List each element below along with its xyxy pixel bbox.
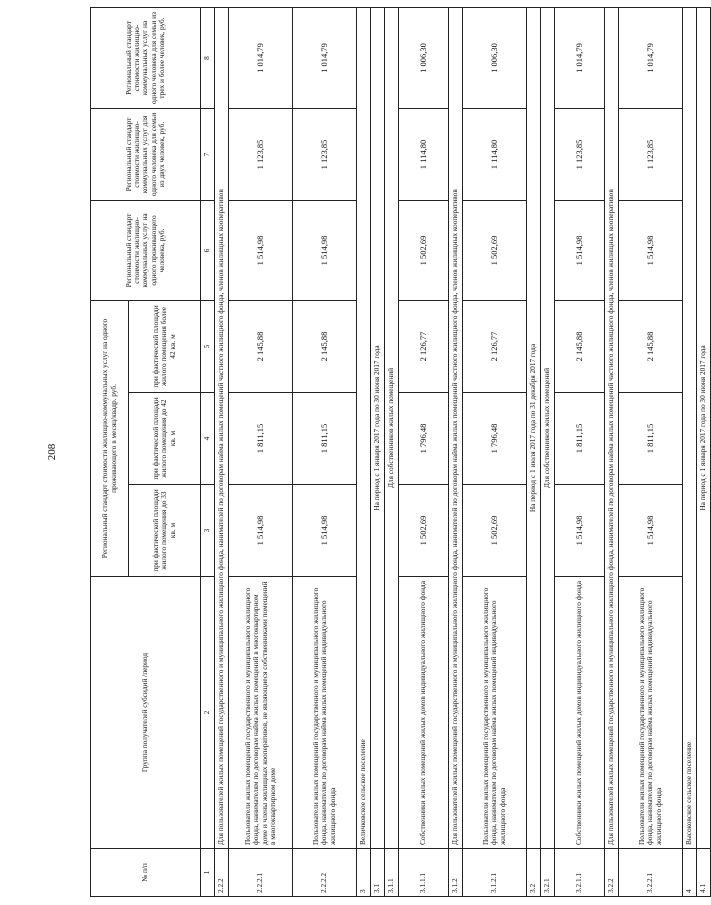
row-value: 1 514,98 [619, 485, 683, 577]
header-three: Региональный стандарт стоимости жилищно-коммунальных услуг на одного человека для семьи из трех и более человек, руб. [91, 7, 201, 108]
row-value: 1 811,15 [619, 393, 683, 485]
column-number: 6 [201, 200, 215, 300]
table-row [697, 7, 711, 896]
header-up-to-33: при фактической площади жилого помещения до 33 кв. м [129, 485, 201, 577]
row-group-name: Пользователи жилых помещений государственного и муниципального жилищного фонда, нанимателям по договорам найма жилых помещений в многоквартирном доме и члены жилищных кооперативов, не являющиеся собственниками помещений в многоквартирном доме [229, 577, 293, 849]
row-group-name: Собственники жилых помещений жилых домов индивидуального жилищного фонда [555, 577, 605, 849]
column-number: 1 [201, 849, 215, 897]
row-group-name: Пользователи жилых помещений государственного и муниципального жилищного фонда, нанимателям по договорам найма жилых помещений индивидуального жилищного фонда [463, 577, 527, 849]
period-heading: На период с 1 июля 2017 года по 31 декабря 2017 года [527, 7, 541, 848]
row-code: 2.2.2.2 [293, 849, 357, 897]
column-number: 5 [201, 300, 215, 392]
row-code: 3.2.2.1 [619, 849, 683, 897]
row-value: 1 514,98 [229, 485, 293, 577]
row-code: 3.2.1 [541, 849, 555, 897]
table-row [619, 7, 683, 896]
row-value: 1 114,80 [399, 108, 449, 200]
row-group-name: Собственники жилых помещений жилых домов индивидуального жилищного фонда [399, 577, 449, 849]
column-number: 2 [201, 577, 215, 849]
row-value: 2 145,88 [619, 300, 683, 392]
row-value: 1 514,98 [555, 200, 605, 300]
section-heading: Величковское сельское поселение [357, 7, 371, 848]
header-number: № п/п [91, 849, 201, 897]
row-code: 3.1 [371, 849, 385, 897]
row-value: 2 126,77 [399, 300, 449, 392]
header-standard-group: Региональный стандарт стоимости жилищно-коммунальных услуг на одного проживающего в месяц/квадр. руб. [91, 300, 129, 576]
period-heading: Для собственников жилых помещений [385, 7, 399, 848]
header-over-42: при фактической площади жилого помещения более 42 кв. м [129, 300, 201, 392]
column-number: 3 [201, 485, 215, 577]
table-row [555, 7, 605, 896]
table-row [229, 7, 293, 896]
row-code: 3.1.2.1 [463, 849, 527, 897]
row-value: 1 014,79 [555, 7, 605, 108]
row-code: 3.2 [527, 849, 541, 897]
table-row [215, 7, 229, 896]
table-row [385, 7, 399, 896]
column-number: 4 [201, 393, 215, 485]
row-value: 1 502,69 [463, 485, 527, 577]
rotated-page [90, 8, 708, 897]
row-value: 1 006,30 [463, 7, 527, 108]
row-value: 1 114,80 [463, 108, 527, 200]
column-number: 8 [201, 7, 215, 108]
row-value: 1 514,98 [229, 200, 293, 300]
table-row [449, 7, 463, 896]
row-value: 2 126,77 [463, 300, 527, 392]
row-value: 1 123,85 [555, 108, 605, 200]
table-row [357, 7, 371, 896]
row-value: 1 514,98 [293, 200, 357, 300]
row-code: 3.2.1.1 [555, 849, 605, 897]
header-up-to-42: при фактической площади жилого помещения до 42 кв. м [129, 393, 201, 485]
header-two: Региональный стандарт стоимости жилищно-коммунальных услуг для одного человека для семьи из двух человек, руб. [91, 108, 201, 200]
section-heading: Для пользователей жилых помещений государственного и муниципального жилищного фонда, нанимателей по договорам найма жилых помещений частного жилищного фонда, членов жилищных кооперативов [449, 7, 463, 848]
row-code: 4 [683, 849, 697, 897]
row-code: 3.1.1 [385, 849, 399, 897]
table-row [399, 7, 449, 896]
section-heading: Высоковское сельское поселение [683, 7, 697, 848]
row-value: 1 014,79 [619, 7, 683, 108]
row-value: 1 123,85 [619, 108, 683, 200]
row-value: 1 006,30 [399, 7, 449, 108]
table-row [605, 7, 619, 896]
period-heading: Для собственников жилых помещений [541, 7, 555, 848]
row-value: 1 502,69 [399, 485, 449, 577]
row-value: 2 145,88 [229, 300, 293, 392]
housing-standards-table [90, 7, 711, 897]
table-row [541, 7, 555, 896]
row-group-name: Пользователи жилых помещений государственного и муниципального жилищного фонда, нанимателям по договорам найма жилых помещений индивидуального жилищного фонда [293, 577, 357, 849]
row-value: 1 514,98 [293, 485, 357, 577]
row-code: 4.1 [697, 849, 711, 897]
row-value: 2 145,88 [555, 300, 605, 392]
row-value: 1 014,79 [293, 7, 357, 108]
table-body [215, 7, 711, 896]
row-value: 1 811,15 [293, 393, 357, 485]
row-value: 1 014,79 [229, 7, 293, 108]
row-value: 1 811,15 [555, 393, 605, 485]
header-single: Региональный стандарт стоимости жилищно-коммунальных услуг на одного проживающего человека, руб. [91, 200, 201, 300]
row-code: 3.1.1.1 [399, 849, 449, 897]
table-row [683, 7, 697, 896]
row-value: 1 514,98 [555, 485, 605, 577]
row-code: 3.1.2 [449, 849, 463, 897]
row-value: 1 811,15 [229, 393, 293, 485]
row-code: 2.2.2.1 [229, 849, 293, 897]
row-value: 1 796,48 [463, 393, 527, 485]
row-value: 1 123,85 [229, 108, 293, 200]
row-code: 2.2.2 [215, 849, 229, 897]
row-value: 1 796,48 [399, 393, 449, 485]
table-row [463, 7, 527, 896]
table-row [293, 7, 357, 896]
row-group-name: Пользователи жилых помещений государственного и муниципального жилищного фонда, нанимателям по договорам найма жилых помещений индивидуального жилищного фонда [619, 577, 683, 849]
period-heading: На период с 1 января 2017 года по 30 июня 2017 года [371, 7, 385, 848]
period-heading: На период с 1 января 2017 года по 30 июня 2017 года [697, 7, 711, 848]
row-value: 1 502,69 [463, 200, 527, 300]
row-value: 1 514,98 [619, 200, 683, 300]
column-number: 7 [201, 108, 215, 200]
row-code: 3 [357, 849, 371, 897]
row-value: 2 145,88 [293, 300, 357, 392]
section-heading: Для пользователей жилых помещений государственного и муниципального жилищного фонда, нанимателей по договорам найма жилых помещений частного жилищного фонда, членов жилищных кооперативов [215, 7, 229, 848]
table-row [371, 7, 385, 896]
table-row [527, 7, 541, 896]
row-value: 1 123,85 [293, 108, 357, 200]
row-code: 3.2.2 [605, 849, 619, 897]
row-value: 1 502,69 [399, 200, 449, 300]
header-group: Группа получателей субсидий /период [91, 577, 201, 849]
page-number: 208 [46, 443, 58, 461]
section-heading: Для пользователей жилых помещений государственного и муниципального жилищного фонда, нанимателей по договорам найма жилых помещений частного жилищного фонда, членов жилищных кооперативов [605, 7, 619, 848]
